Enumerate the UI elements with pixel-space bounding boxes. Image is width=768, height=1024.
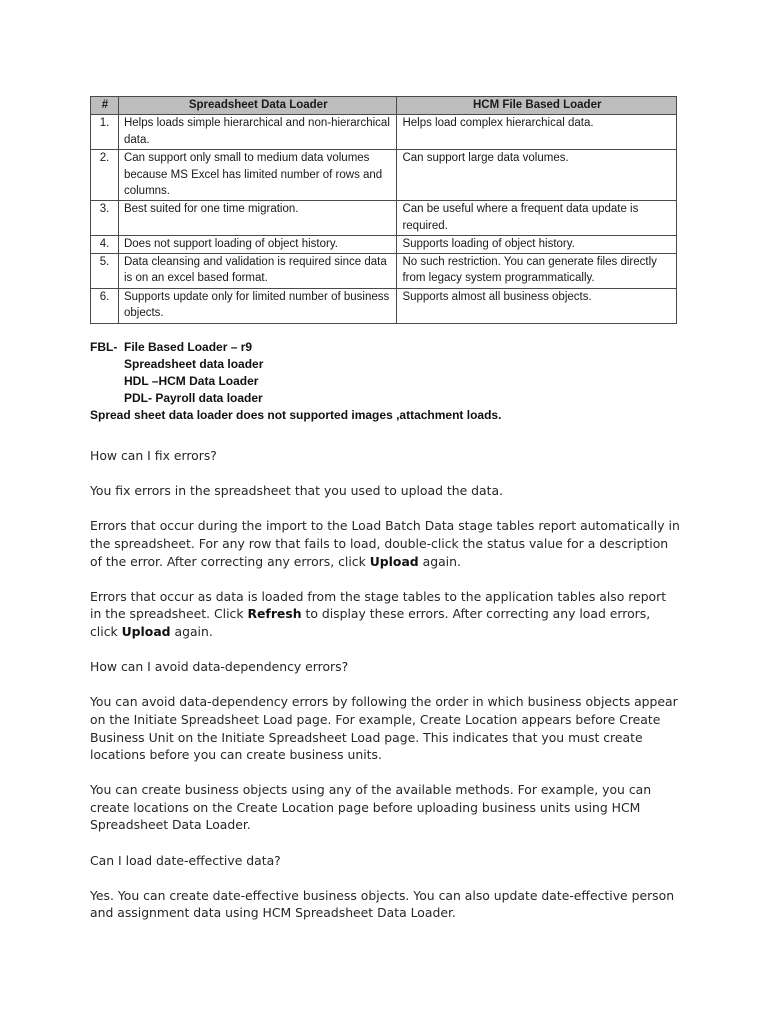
table-header-row xyxy=(91,97,677,115)
upload-keyword: Upload xyxy=(369,553,419,569)
hcm-cell: Helps load complex hierarchical data. xyxy=(397,115,677,150)
faq-question: How can I avoid data-dependency errors? xyxy=(90,659,349,675)
table-row xyxy=(91,253,677,288)
text-run: again. xyxy=(418,553,461,569)
text-run: again. xyxy=(170,623,213,639)
row-number: 5. xyxy=(91,253,119,288)
table-row xyxy=(91,288,677,323)
faq-answer: Yes. You can create date-effective business objects. You can also update date-effective person and assignment data using HCM Spreadsheet Data Loader. xyxy=(90,887,675,921)
table-row xyxy=(91,236,677,254)
faq-section xyxy=(90,447,680,940)
hcm-cell: Can support large data volumes. xyxy=(397,150,677,201)
hdl-line: HDL –HCM Data Loader xyxy=(124,374,259,388)
faq-answer: You fix errors in the spreadsheet that you used to upload the data. xyxy=(90,483,504,499)
table-row xyxy=(91,201,677,236)
row-number: 2. xyxy=(91,150,119,201)
row-number: 1. xyxy=(91,115,119,150)
pdl-line: PDL- Payroll data loader xyxy=(124,391,263,405)
hcm-cell: No such restriction. You can generate files directly from legacy system programmatically. xyxy=(397,253,677,288)
sdl-cell: Helps loads simple hierarchical and non-hierarchical data. xyxy=(118,115,396,150)
row-number: 6. xyxy=(91,288,119,323)
faq-question: Can I load date-effective data? xyxy=(90,852,281,868)
hcm-cell: Supports almost all business objects. xyxy=(397,288,677,323)
faq-answer xyxy=(90,588,680,641)
sdl-cell: Does not support loading of object history. xyxy=(118,236,396,254)
hcm-cell: Supports loading of object history. xyxy=(397,236,677,254)
fbl-line xyxy=(90,339,501,356)
sdl-cell: Data cleansing and validation is required since data is on an excel based format. xyxy=(118,253,396,288)
faq-answer: You can avoid data-dependency errors by following the order in which business objects appear on the Initiate Spreadsheet Load page. For example, Create Location appears before Create Business Unit on the Initiate Spreadsheet Load page. This indicates that you must create locations before you can create business units. xyxy=(90,694,678,763)
loader-notes xyxy=(90,339,501,424)
upload-keyword: Upload xyxy=(121,623,171,639)
faq-answer xyxy=(90,517,680,570)
text-run: Errors that occur during the import to the Load Batch Data stage tables report automatically in the spreadsheet. For any row that fails to load, double-click the status value for a description of the error. After correcting any errors, click xyxy=(90,518,680,569)
comparison-table xyxy=(90,96,677,324)
table-row xyxy=(91,150,677,201)
sdl-cell: Supports update only for limited number of business objects. xyxy=(118,288,396,323)
fbl-text: File Based Loader – r9 xyxy=(124,340,253,354)
header-hcm-file-based-loader: HCM File Based Loader xyxy=(397,97,677,115)
row-number: 3. xyxy=(91,201,119,236)
row-number: 4. xyxy=(91,236,119,254)
header-spreadsheet-data-loader: Spreadsheet Data Loader xyxy=(118,97,396,115)
attachment-note: Spread sheet data loader does not supported images ,attachment loads. xyxy=(90,408,502,422)
fbl-label: FBL- xyxy=(90,340,118,354)
hcm-cell: Can be useful where a frequent data update is required. xyxy=(397,201,677,236)
header-number: # xyxy=(91,97,119,115)
spreadsheet-loader-line: Spreadsheet data loader xyxy=(124,357,264,371)
text-run: to display these errors. After correcting any load errors, click xyxy=(90,606,651,639)
sdl-cell: Best suited for one time migration. xyxy=(118,201,396,236)
faq-answer: You can create business objects using any of the available methods. For example, you can create locations on the Create Location page before uploading business units using HCM Spreadsheet Data Loader. xyxy=(90,782,652,833)
refresh-keyword: Refresh xyxy=(247,606,302,622)
text-run: Errors that occur as data is loaded from the stage tables to the application tables also report in the spreadsheet. Click xyxy=(90,588,667,622)
faq-question: How can I fix errors? xyxy=(90,448,217,463)
sdl-cell: Can support only small to medium data volumes because MS Excel has limited number of rows and columns. xyxy=(118,150,396,201)
table-row xyxy=(91,115,677,150)
